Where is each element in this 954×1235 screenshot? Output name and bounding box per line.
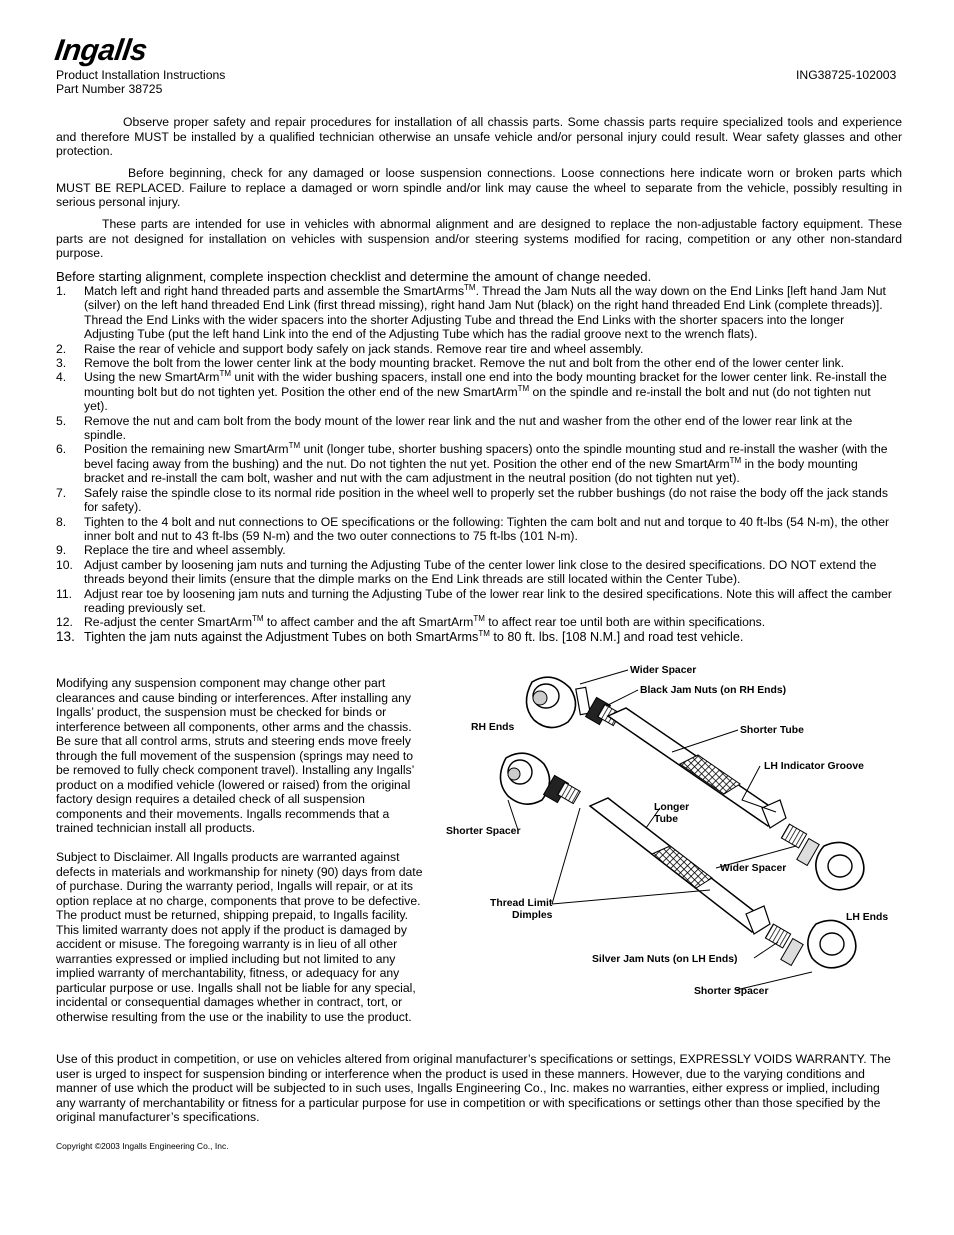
- step-2: 2. Raise the rear of vehicle and support body safely on jack stands. Remove rear tire and wheel assembly.: [56, 341, 644, 356]
- step-11: 11. Adjust rear toe by loosening jam nuts and turning the Adjusting Tube of the lower rear link to the desired specifications. Note this will affect the camber reading previously set.: [56, 586, 892, 615]
- step-6: 6. Position the remaining new SmartArm™ unit (longer tube, shorter bushing spacers) onto the spindle mounting stud and re-install the washer (with the bevel facing away from the bushing) and the nut. Do not tighten the nut yet. Position the other end of the new SmartArm™ in the body mounting bracket and re-install the cam bolt, washer and nut with the cam adjustment in the neutral position (do not tighten nut yet).: [56, 441, 888, 486]
- step-10: 10. Adjust camber by loosening jam nuts and turning the Adjusting Tube of the center lower link close to the desired specifications. DO NOT extend the threads beyond their limits (ensure that the dimple marks on the End Link threads are still located within the Center Tube).: [56, 557, 877, 587]
- copyright: Copyright ©2003 Ingalls Engineering Co., Inc.: [56, 1141, 229, 1151]
- lower-lh-end-link: [765, 920, 856, 967]
- safety-paragraph: Observe proper safety and repair procedures for installation of all chassis parts. Some chassis parts require specialized tools and experience and therefore MUST be installed by a qualified technician otherwise an unsafe vehicle and/or personal injury could result. Wear safety glasses and other protection.: [56, 115, 902, 159]
- upper-lh-end-link: [781, 824, 864, 890]
- step-7: 7. Safely raise the spindle close to its normal ride position in the wheel well to properly set the rubber bushings (do not raise the body off the jack stands for safety).: [56, 485, 888, 515]
- document-subtitle: Product Installation Instructions: [56, 68, 226, 82]
- label-wider-spacer-top: Wider Spacer: [630, 665, 697, 676]
- label-silver-jam-nuts: Silver Jam Nuts (on LH Ends): [592, 954, 738, 965]
- label-thread-limit-1: Thread Limit: [490, 898, 553, 909]
- label-longer-tube-2: Tube: [654, 814, 679, 825]
- step-9: 9. Replace the tire and wheel assembly.: [56, 543, 286, 558]
- step-5: 5. Remove the nut and cam bolt from the body mount of the lower rear link and the nut and washer from the other end of the lower rear link at the spindle.: [56, 413, 853, 443]
- label-lh-indicator-groove: LH Indicator Groove: [764, 761, 864, 772]
- warranty-paragraph: Subject to Disclaimer. All Ingalls products are warranted against defects in materials and workmanship for ninety (90) days from date of purchase. During the warranty period, Ingalls will repair, or at its option replace at no charge, components that prove to be defective. The product must be returned, shipping prepaid, to Ingalls facility. This limited warranty does not apply if the product is damaged by accident or misuse. The foregoing warranty is in lieu of all other warranties expressed or implied including but not limited to any implied warranty of merchantability, fitness, or adequacy for any particular purpose or use. Ingalls shall not be liable for any special, incidental or consequential damages whether in contract, tort, or otherwise resulting from the use or the inability to use the product.: [56, 850, 423, 1024]
- label-rh-ends: RH Ends: [471, 722, 515, 733]
- step-1: 1. Match left and right hand threaded parts and assemble the SmartArms™. Thread the Jam Nuts all the way down on the End Links [left hand Jam Nut (silver) on the left hand threaded End Link (first thread missing), right hand Jam Nut (black) on the right hand threaded End Link (complete threads)]. Thread the End Links with the wider spacers into the shorter Adjusting Tube and thread the End Links with the shorter spacers into the longer Adjusting Tube (put the left hand Link into the end of the Adjusting Tube which has the radial groove next to the wrench flats).: [56, 283, 886, 342]
- label-lh-ends: LH Ends: [846, 912, 889, 923]
- label-black-jam-nuts: Black Jam Nuts (on RH Ends): [640, 685, 787, 696]
- upper-rh-end-link: [526, 677, 590, 727]
- checklist-heading: Before starting alignment, complete inspection checklist and determine the amount of change needed.: [56, 269, 652, 284]
- inspection-paragraph: Before beginning, check for any damaged or loose suspension connections. Loose connections here indicate worn or broken parts which MUST BE REPLACED. Failure to replace a damaged or worn spindle and/or link may cause the wheel to separate from the vehicle, possibly resulting in serious personal injury.: [56, 166, 902, 210]
- competition-disclaimer: Use of this product in competition, or use on vehicles altered from original manufacturer’s specifications or settings, EXPRESSLY VOIDS WARRANTY. The user is urged to inspect for suspension binding or interference when the product is used in these manners. However, due to the varying conditions and manner of use which the product will be subjected to in such uses, Ingalls Engineering Co., Inc. makes no warranties, either express or implied, including any warranty of merchantability or fitness for a particular purpose for use in competition or with specifications or settings other than those specified by the original manufacturer’s specifications.: [56, 1052, 891, 1124]
- part-number: Part Number 38725: [56, 82, 163, 96]
- smartarm-diagram: [440, 660, 900, 1005]
- label-wider-spacer-mid: Wider Spacer: [720, 863, 787, 874]
- modifying-paragraph: Modifying any suspension component may change other part clearances and cause binding or interferences. After installing any Ingalls’ product, the suspension must be checked for binds or interference between all components, other arms and the chassis. Be sure that all control arms, struts and steering ends move freely through the full movement of the suspension (springs may need to be removed to fully check component travel). Installing any Ingalls’ product on a modified vehicle (lowered or raised) from the original factory design requires a detailed check of all suspension components and their movements. Ingalls recommends that a trained technician install all products.: [56, 676, 414, 835]
- step-4: 4. Using the new SmartArm™ unit with the wider bushing spacers, install one end into the body mounting bracket for the lower center link. Re-install the mounting bolt but do not tighten yet. Position the other end of the new SmartArm™ on the spindle and re-install the bolt and nut (do not tighten nut yet).: [56, 369, 887, 414]
- step-13: 13. Tighten the jam nuts against the Adjustment Tubes on both SmartArms™ to 80 ft. lbs. [108 N.M.] and road test vehicle.: [56, 628, 744, 644]
- step-3: 3. Remove the bolt from the lower center link at the body mounting bracket. Remove the nut and bolt from the other end of the lower center link.: [56, 356, 845, 371]
- step-8: 8. Tighten to the 4 bolt and nut connections to OE specifications or the following: Tighten the cam bolt and nut and torque to 40 ft-lbs (54 N-m), the other inner bolt and nut to 43 ft-lbs (59 N-m) and the two outer connections to 75 ft-lbs (101 N-m).: [56, 514, 890, 543]
- intended-use-paragraph: These parts are intended for use in vehicles with abnormal alignment and are designed to replace the non-adjustable factory equipment. These parts are not designed for installation on vehicles with suspension and/or steering systems modified for racing, competition or any other non-standard purpose.: [56, 217, 902, 261]
- label-shorter-spacer-bottom: Shorter Spacer: [694, 986, 769, 997]
- label-thread-limit-2: Dimples: [512, 910, 553, 921]
- step-12: 12. Re-adjust the center SmartArm™ to affect camber and the aft SmartArm™ to affect rear toe until both are within specifications.: [56, 614, 766, 630]
- label-longer-tube-1: Longer: [654, 802, 690, 813]
- label-shorter-spacer-left: Shorter Spacer: [446, 826, 521, 837]
- lower-rh-end-link: [500, 753, 580, 804]
- brand-logo: Ingalls: [52, 34, 149, 67]
- label-shorter-tube: Shorter Tube: [740, 725, 804, 736]
- document-id: ING38725-102003: [796, 68, 897, 82]
- installation-steps: [56, 284, 896, 644]
